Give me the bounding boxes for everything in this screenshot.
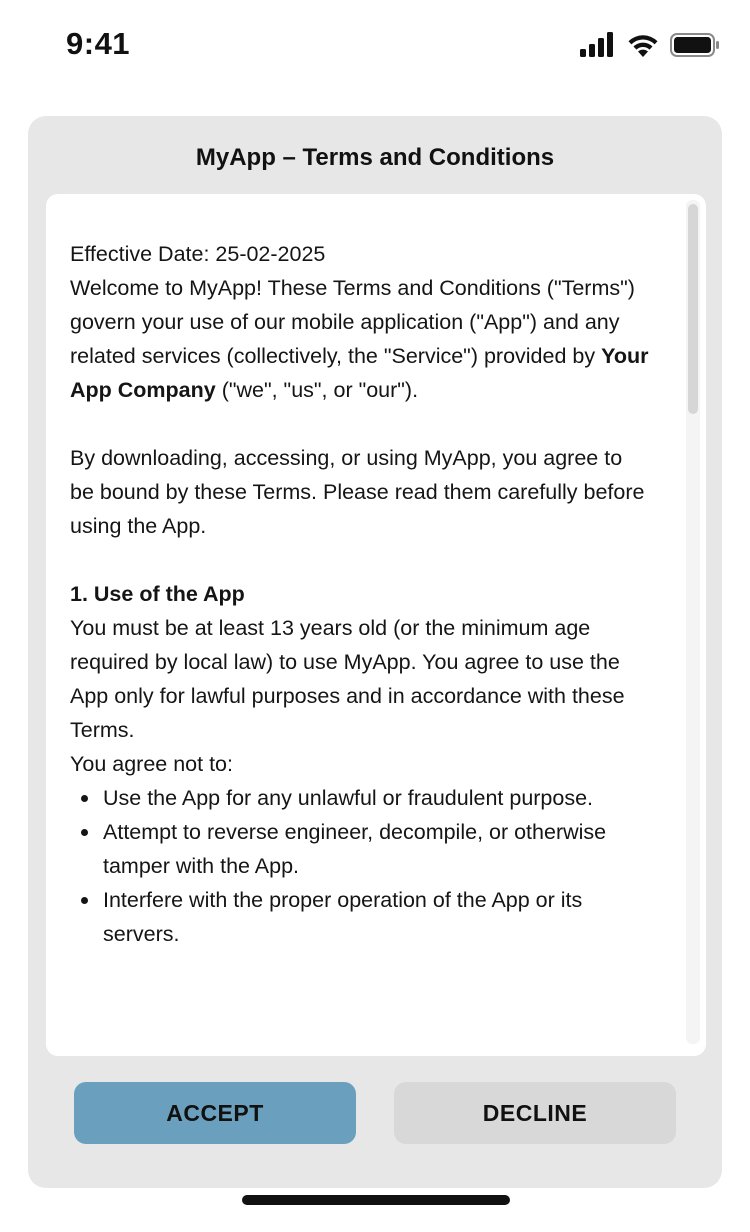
wifi-icon [626,32,660,58]
section-heading [70,577,650,611]
terms-content [70,237,650,951]
status-icons [580,32,720,58]
section-body: You must be at least 13 years old (or the minimum age required by local law) to use MyApp. You agree to use the App only for lawful purposes and in accordance with these Terms. [70,616,625,742]
terms-scroll-area[interactable] [46,194,706,1056]
accept-button[interactable]: ACCEPT [74,1082,356,1144]
section-heading-text: 1. Use of the App [70,582,245,606]
intro-text-end: ("we", "us", or "our"). [215,378,419,402]
effective-date: Effective Date: 25-02-2025 [70,242,326,266]
dialog-title: MyApp – Terms and Conditions [195,144,555,171]
intro-text: Welcome to MyApp! These Terms and Conditions ("Terms") govern your use of our mobile application ("App") and any related services (collectively, the "Service") provided by [70,276,635,368]
agree-not-to: You agree not to: [70,752,233,776]
terms-dialog [28,116,722,1188]
home-indicator [242,1195,510,1205]
prohibited-list [70,781,650,951]
company-name: Your App Company [70,344,649,402]
battery-icon [670,32,720,58]
agreement-paragraph: By downloading, accessing, or using MyApp, you agree to be bound by these Terms. Please read them carefully before using the App. [70,446,645,538]
status-time: 9:41 [66,26,131,61]
cellular-signal-icon [580,32,616,58]
scrollbar-thumb[interactable] [688,204,698,414]
intro-paragraph [70,271,650,407]
status-bar [0,0,750,92]
list-item: Interfere with the proper operation of the App or its servers. [103,883,650,951]
list-item: Use the App for any unlawful or fraudulent purpose. [103,781,650,815]
decline-button[interactable]: DECLINE [394,1082,676,1144]
list-item: Attempt to reverse engineer, decompile, or otherwise tamper with the App. [103,815,650,883]
scrollbar-track[interactable] [686,200,700,1044]
